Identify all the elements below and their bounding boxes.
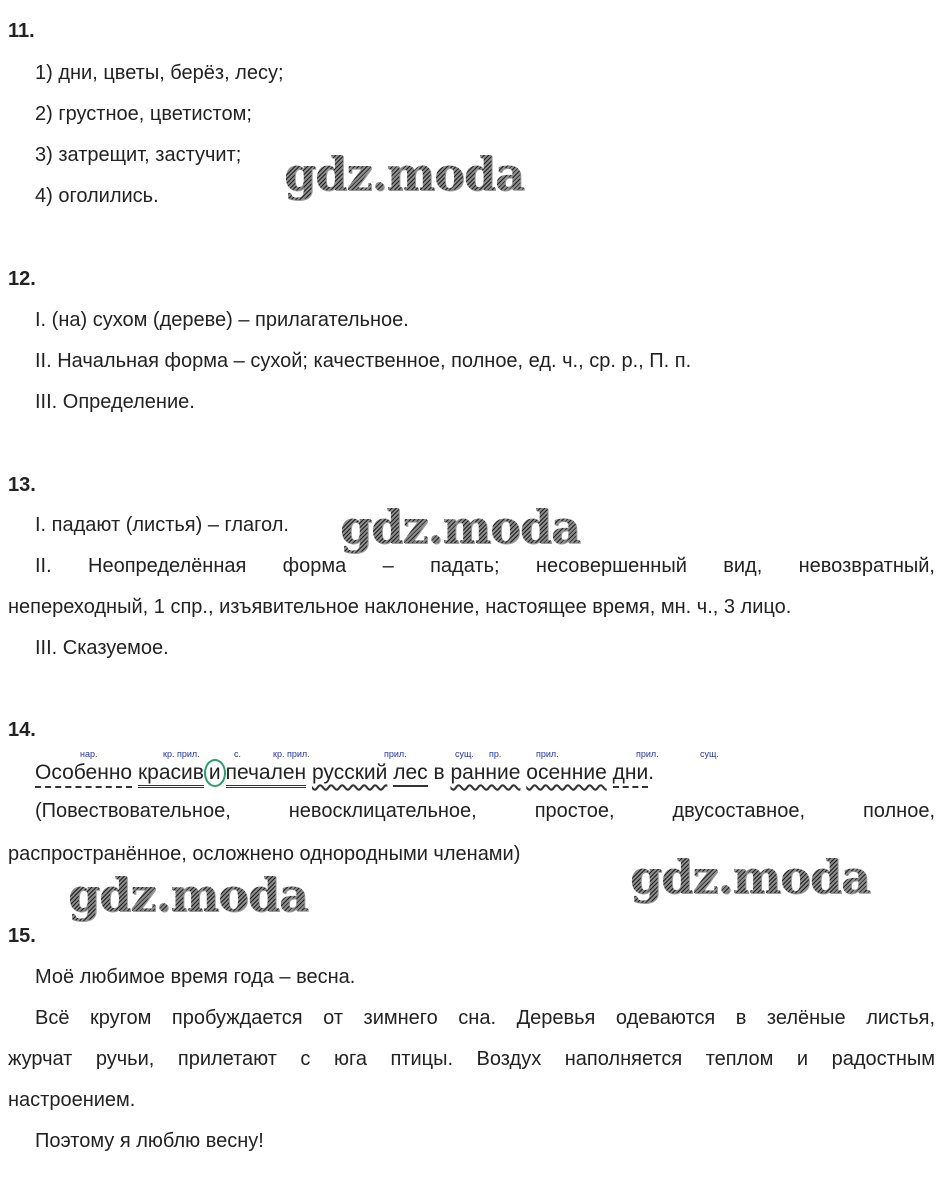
annotation-adverb: нар. [80, 749, 98, 759]
word-les: лес [393, 761, 427, 787]
word-pechalen: печален [226, 761, 307, 788]
annotation-adj-3: прил. [636, 749, 659, 759]
ex15-line-3: журчат ручьи, прилетают с юга птицы. Воздух наполняется теплом и радостным [8, 1048, 935, 1070]
watermark-text: gdz.moda [630, 850, 870, 904]
ex13-line-1: I. падают (листья) – глагол. [35, 514, 289, 536]
annotation-adj-2: прил. [536, 749, 559, 759]
watermark-2 [340, 500, 580, 554]
ex15-line-5: Поэтому я люблю весну! [35, 1130, 264, 1152]
ex12-line-1: I. (на) сухом (дереве) – прилагательное. [35, 309, 409, 331]
watermark-text: gdz.moda [340, 500, 580, 554]
word-osennie: осенние [526, 761, 607, 784]
annotation-short-adj-2: кр. прил. [273, 749, 310, 759]
exercise-11-number: 11. [8, 20, 35, 42]
ex13-line-2: II. Неопределённая форма – падать; несовершенный вид, невозвратный, [35, 555, 935, 577]
ex12-line-3: III. Определение. [35, 391, 195, 413]
ex14-line-3: распространённое, осложнено однородными членами) [8, 843, 521, 865]
annotation-noun-1: сущ. [455, 749, 474, 759]
exercise-15-number: 15. [8, 925, 36, 947]
ex11-line-4: 4) оголились. [35, 185, 159, 207]
annotation-adj-1: прил. [384, 749, 407, 759]
ex15-line-1: Моё любимое время года – весна. [35, 966, 356, 988]
watermark-text: gdz.moda [284, 147, 524, 201]
word-i-circled: и [204, 759, 226, 787]
ex15-line-2: Всё кругом пробуждается от зимнего сна. Деревья одеваются в зелёные листья, [35, 1007, 935, 1029]
ex15-line-4: настроением. [8, 1089, 136, 1111]
annotation-noun-2: сущ. [700, 749, 719, 759]
annotation-preposition: пр. [489, 749, 502, 759]
word-russkiy: русский [311, 761, 388, 784]
ex14-line-2: (Повествовательное, невосклицательное, простое, двусоставное, полное, [35, 800, 935, 822]
parsed-sentence [35, 759, 654, 788]
watermark-1 [284, 147, 524, 201]
exercise-13-number: 13. [8, 474, 36, 496]
ex11-line-3: 3) затрещит, застучит; [35, 144, 242, 166]
annotation-conjunction: с. [234, 749, 242, 759]
exercise-14-number: 14. [8, 719, 36, 741]
ex12-line-2: II. Начальная форма – сухой; качественное, полное, ед. ч., ср. р., П. п. [35, 350, 692, 372]
ex13-line-3: непереходный, 1 спр., изъявительное наклонение, настоящее время, мн. ч., 3 лицо. [8, 596, 792, 618]
word-rannie: ранние [450, 761, 521, 784]
exercise-12-number: 12. [8, 268, 36, 290]
ex13-line-4: III. Сказуемое. [35, 637, 169, 659]
watermark-text: gdz.moda [68, 868, 308, 922]
watermark-4 [630, 850, 870, 904]
watermark-3 [68, 868, 308, 922]
word-v: в [433, 761, 445, 784]
sentence-period: . [648, 761, 655, 784]
word-osobenno: Особенно [35, 761, 132, 788]
word-krasiv: красив [138, 761, 204, 788]
annotation-short-adj-1: кр. прил. [163, 749, 200, 759]
ex11-line-1: 1) дни, цветы, берёз, лесу; [35, 62, 284, 84]
word-dni: дни [613, 761, 649, 788]
ex11-line-2: 2) грустное, цветистом; [35, 103, 252, 125]
